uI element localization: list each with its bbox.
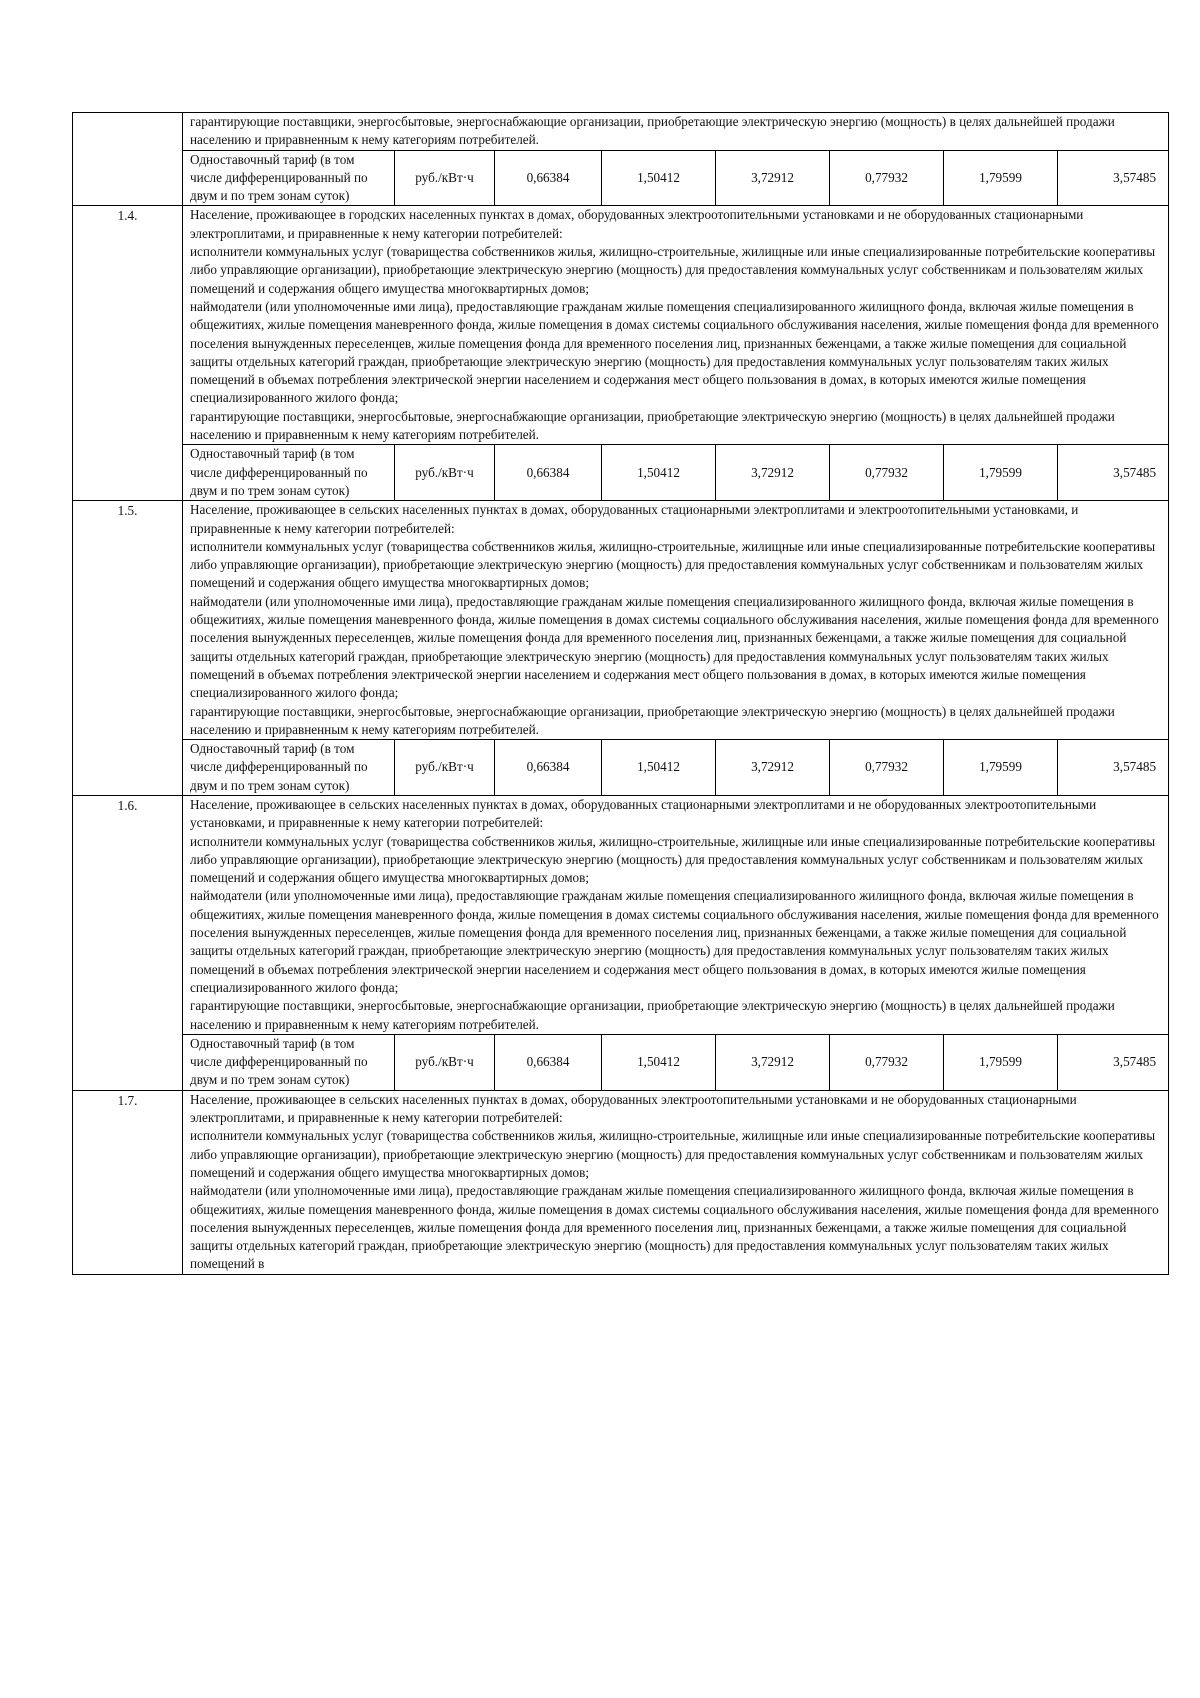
tariff-row bbox=[73, 150, 1169, 206]
section-number: 1.7. bbox=[73, 1090, 183, 1274]
tariff-value: 0,66384 bbox=[495, 740, 602, 796]
description-paragraph: гарантирующие поставщики, энергосбытовые, энергоснабжающие организации, приобретающие электрическую энергию (мощность) в целях дальнейшей продажи населению и приравненным к нему категориям потребителей. bbox=[190, 998, 1115, 1032]
section-number: 1.4. bbox=[73, 206, 183, 501]
tariff-name-cell bbox=[183, 445, 395, 501]
section-description bbox=[183, 1090, 1169, 1274]
tariff-value: 0,66384 bbox=[495, 1034, 602, 1090]
tariff-row bbox=[73, 1034, 1169, 1090]
tariff-value: 0,66384 bbox=[495, 445, 602, 501]
tariff-value: 3,57485 bbox=[1058, 150, 1169, 206]
section-row bbox=[73, 206, 1169, 445]
tariff-value: 0,77932 bbox=[830, 740, 944, 796]
tariff-value: 1,50412 bbox=[602, 150, 716, 206]
section-description bbox=[183, 795, 1169, 1034]
section-row bbox=[73, 795, 1169, 1034]
tariff-value: 0,77932 bbox=[830, 150, 944, 206]
tariff-row bbox=[73, 445, 1169, 501]
description-paragraph: гарантирующие поставщики, энергосбытовые, энергоснабжающие организации, приобретающие электрическую энергию (мощность) в целях дальнейшей продажи населению и приравненным к нему категориям потребителей. bbox=[190, 408, 1115, 443]
description-paragraph: исполнители коммунальных услуг (товарищества собственников жилья, жилищно-строительные, жилищные или иные специализированные потребительские кооперативы либо управляющие организации), приобретающие электрическую энергию (мощность) для предоставления коммунальных услуг собственникам и пользователям жилых помещений и содержания общего имущества многоквартирных домов; bbox=[190, 244, 1156, 296]
tariff-name: Одноставочный тариф (в том числе дифференцированный по двум и по трем зонам суток) bbox=[190, 1035, 368, 1088]
tariff-value: 3,57485 bbox=[1058, 445, 1169, 501]
section-number: 1.6. bbox=[73, 795, 183, 1090]
tariff-unit: руб./кВт·ч bbox=[395, 150, 495, 206]
tariff-unit: руб./кВт·ч bbox=[395, 1034, 495, 1090]
description-paragraph: исполнители коммунальных услуг (товарищества собственников жилья, жилищно-строительные, жилищные или иные специализированные потребительские кооперативы либо управляющие организации), приобретающие электрическую энергию (мощность) для предоставления коммунальных услуг собственникам и пользователям жилых помещений и содержания общего имущества многоквартирных домов; bbox=[190, 538, 1156, 591]
tariff-value: 1,79599 bbox=[944, 740, 1058, 796]
tariff-value: 3,72912 bbox=[716, 740, 830, 796]
section-row bbox=[73, 1090, 1169, 1274]
tariff-value: 0,77932 bbox=[830, 1034, 944, 1090]
tariff-row bbox=[73, 740, 1169, 796]
tariff-value: 3,72912 bbox=[716, 150, 830, 206]
section-row bbox=[73, 113, 1169, 151]
description-paragraph: гарантирующие поставщики, энергосбытовые, энергоснабжающие организации, приобретающие электрическую энергию (мощность) в целях дальнейшей продажи населению и приравненным к нему категориям потребителей. bbox=[190, 114, 1115, 148]
description-paragraph: Население, проживающее в сельских населенных пунктах в домах, оборудованных стационарными электроплитами и электроотопительными установками, и приравненные к нему категории потребителей: bbox=[190, 502, 1079, 536]
description-paragraph: гарантирующие поставщики, энергосбытовые, энергоснабжающие организации, приобретающие электрическую энергию (мощность) в целях дальнейшей продажи населению и приравненным к нему категориям потребителей. bbox=[190, 703, 1115, 737]
tariff-value: 1,79599 bbox=[944, 445, 1058, 501]
tariff-value: 1,50412 bbox=[602, 740, 716, 796]
description-paragraph: Население, проживающее в городских населенных пунктах в домах, оборудованных электроотопительными установками и не оборудованных стационарными электроплитами, и приравненные к нему категории потребителей: bbox=[190, 207, 1084, 241]
description-paragraph: наймодатели (или уполномоченные ими лица), предоставляющие гражданам жилые помещения специализированного жилищного фонда, включая жилые помещения в общежитиях, жилые помещения маневренного фонда, жилые помещения в домах системы социального обслуживания населения, жилые помещения фонда для временного поселения вынужденных переселенцев, жилые помещения фонда для временного поселения лиц, признанных беженцами, а также жилые помещения для социальной защиты отдельных категорий граждан, приобретающие электрическую энергию (мощность) для предоставления коммунальных услуг пользователям таких жилых помещений в объемах потребления электрической энергии населением и содержания мест общего пользования в домах, в которых имеются жилые помещения специализированного жилого фонда; bbox=[190, 888, 1159, 995]
description-paragraph: Население, проживающее в сельских населенных пунктах в домах, оборудованных стационарными электроплитами и не оборудованных электроотопительными установками, и приравненные к нему категории потребителей: bbox=[190, 796, 1097, 831]
tariff-value: 3,57485 bbox=[1058, 1034, 1169, 1090]
tariff-unit: руб./кВт·ч bbox=[395, 740, 495, 796]
tariff-value: 3,72912 bbox=[716, 445, 830, 501]
tariff-name-cell bbox=[183, 1034, 395, 1090]
tariff-value: 1,50412 bbox=[602, 445, 716, 501]
tariff-name-cell bbox=[183, 150, 395, 206]
section-description bbox=[183, 206, 1169, 445]
tariff-value: 1,50412 bbox=[602, 1034, 716, 1090]
tariff-value: 3,72912 bbox=[716, 1034, 830, 1090]
tariff-value: 0,66384 bbox=[495, 150, 602, 206]
section-description bbox=[183, 113, 1169, 151]
description-paragraph: наймодатели (или уполномоченные ими лица), предоставляющие гражданам жилые помещения специализированного жилищного фонда, включая жилые помещения в общежитиях, жилые помещения маневренного фонда, жилые помещения в домах системы социального обслуживания населения, жилые помещения фонда для временного поселения вынужденных переселенцев, жилые помещения фонда для временного поселения лиц, признанных беженцами, а также жилые помещения для социальной защиты отдельных категорий граждан, приобретающие электрическую энергию (мощность) для предоставления коммунальных услуг пользователям таких жилых помещений в объемах потребления электрической энергии населением и содержания мест общего пользования в домах, в которых имеются жилые помещения специализированного жилого фонда; bbox=[190, 298, 1159, 406]
tariff-name: Одноставочный тариф (в том числе дифференцированный по двум и по трем зонам суток) bbox=[190, 151, 368, 204]
tariff-name: Одноставочный тариф (в том числе дифференцированный по двум и по трем зонам суток) bbox=[190, 741, 368, 793]
tariff-value: 1,79599 bbox=[944, 150, 1058, 206]
tariff-value: 0,77932 bbox=[830, 445, 944, 501]
description-paragraph: наймодатели (или уполномоченные ими лица), предоставляющие гражданам жилые помещения специализированного жилищного фонда, включая жилые помещения в общежитиях, жилые помещения маневренного фонда, жилые помещения в домах системы социального обслуживания населения, жилые помещения фонда для временного поселения вынужденных переселенцев, жилые помещения фонда для временного поселения лиц, признанных беженцами, а также жилые помещения для социальной защиты отдельных категорий граждан, приобретающие электрическую энергию (мощность) для предоставления коммунальных услуг пользователям таких жилых помещений в bbox=[190, 1183, 1159, 1272]
description-paragraph: наймодатели (или уполномоченные ими лица), предоставляющие гражданам жилые помещения специализированного жилищного фонда, включая жилые помещения в общежитиях, жилые помещения маневренного фонда, жилые помещения в домах системы социального обслуживания населения, жилые помещения фонда для временного поселения вынужденных переселенцев, жилые помещения фонда для временного поселения лиц, признанных беженцами, а также жилые помещения для социальной защиты отдельных категорий граждан, приобретающие электрическую энергию (мощность) для предоставления коммунальных услуг пользователям таких жилых помещений в объемах потребления электрической энергии населением и содержания мест общего пользования в домах, в которых имеются жилые помещения специализированного жилого фонда; bbox=[190, 593, 1159, 701]
tariff-value: 3,57485 bbox=[1058, 740, 1169, 796]
tariff-name-cell bbox=[183, 740, 395, 796]
description-paragraph: исполнители коммунальных услуг (товарищества собственников жилья, жилищно-строительные, жилищные или иные специализированные потребительские кооперативы либо управляющие организации), приобретающие электрическую энергию (мощность) для предоставления коммунальных услуг собственникам и пользователям жилых помещений и содержания общего имущества многоквартирных домов; bbox=[190, 1128, 1156, 1180]
tariff-value: 1,79599 bbox=[944, 1034, 1058, 1090]
tariff-name: Одноставочный тариф (в том числе дифференцированный по двум и по трем зонам суток) bbox=[190, 446, 368, 498]
section-row bbox=[73, 501, 1169, 740]
section-number bbox=[73, 113, 183, 206]
table-body bbox=[73, 113, 1169, 1275]
section-description bbox=[183, 501, 1169, 740]
description-paragraph: исполнители коммунальных услуг (товарищества собственников жилья, жилищно-строительные, жилищные или иные специализированные потребительские кооперативы либо управляющие организации), приобретающие электрическую энергию (мощность) для предоставления коммунальных услуг собственникам и пользователям жилых помещений и содержания общего имущества многоквартирных домов; bbox=[190, 833, 1156, 886]
section-number: 1.5. bbox=[73, 501, 183, 796]
tariff-unit: руб./кВт·ч bbox=[395, 445, 495, 501]
description-paragraph: Население, проживающее в сельских населенных пунктах в домах, оборудованных электроотопительными установками и не оборудованных стационарными электроплитами, и приравненные к нему категории потребителей: bbox=[190, 1091, 1077, 1126]
tariff-table bbox=[72, 112, 1169, 1275]
